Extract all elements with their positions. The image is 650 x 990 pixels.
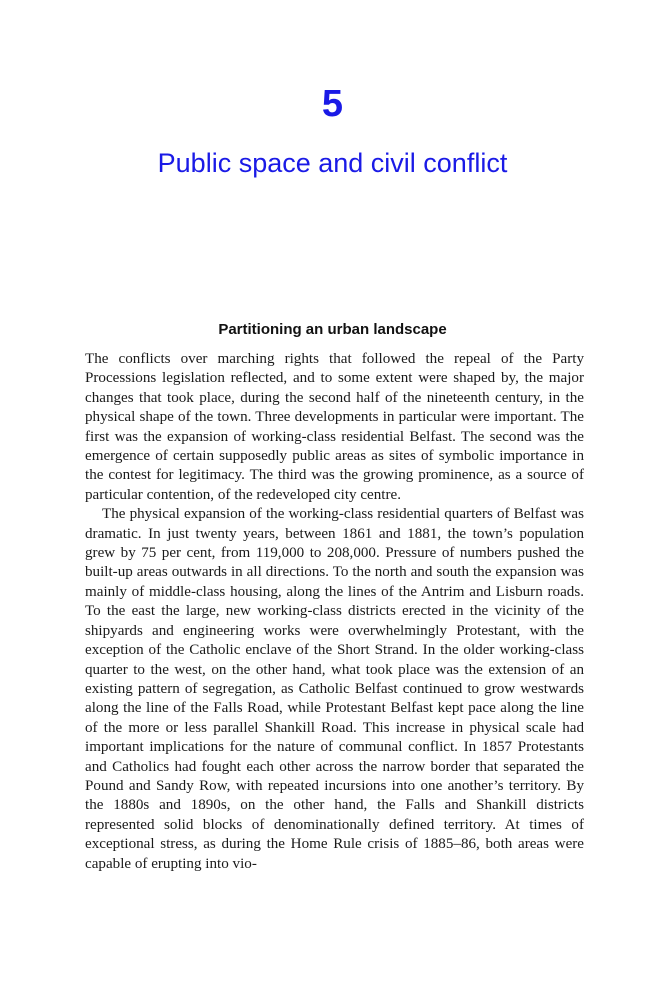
chapter-number: 5 (321, 83, 344, 125)
paragraph: The physical expansion of the working-class residential quarters of Belfast was dramatic. In just twenty years, between 1861 and 1881, the town’s population grew by 75 per cent, from 119,000 to 208,000. Pressure of numbers pushed the built-up areas outwards in all directions. To the north and south the expansion was mainly of middle-class housing, along the lines of the Antrim and Lisburn roads. To the east the large, new working-class districts erected in the vicinity of the shipyards and engineering works were overwhelmingly Protestant, with the exception of the Catholic enclave of the Short Strand. In the older working-class quarter to the west, on the other hand, what took place was the extension of an existing pattern of segregation, as Catholic Belfast continued to grow westwards along the line of the Falls Road, while Protestant Belfast kept pace along the line of the more or less parallel Shankill Road. This increase in physical scale had important implications for the nature of communal conflict. In 1857 Protestants and Catholics had fought each other across the narrow border that separated the Pound and Sandy Row, with repeated incursions into one another’s territory. By the 1880s and 1890s, on the other hand, the Falls and Shankill districts represented solid blocks of denominationally defined territory. At times of exceptional stress, as during the Home Rule crisis of 1885–86, both areas were capable of erupting into vio- (85, 506, 584, 872)
body-text (85, 350, 584, 874)
paragraph: The conflicts over marching rights that followed the repeal of the Party Processions legislation reflected, and to some extent were shaped by, the major changes that took place, during the second half of the nineteenth century, in the physical shape of the town. Three developments in particular were important. The first was the expansion of working-class residential Belfast. The second was the emergence of certain supposedly public areas as sites of symbolic importance in the contest for legitimacy. The third was the growing prominence, as a source of particular contention, of the redeveloped city centre. (85, 351, 584, 503)
section-heading: Partitioning an urban landscape (218, 321, 447, 338)
chapter-title: Public space and civil conflict (157, 148, 508, 178)
